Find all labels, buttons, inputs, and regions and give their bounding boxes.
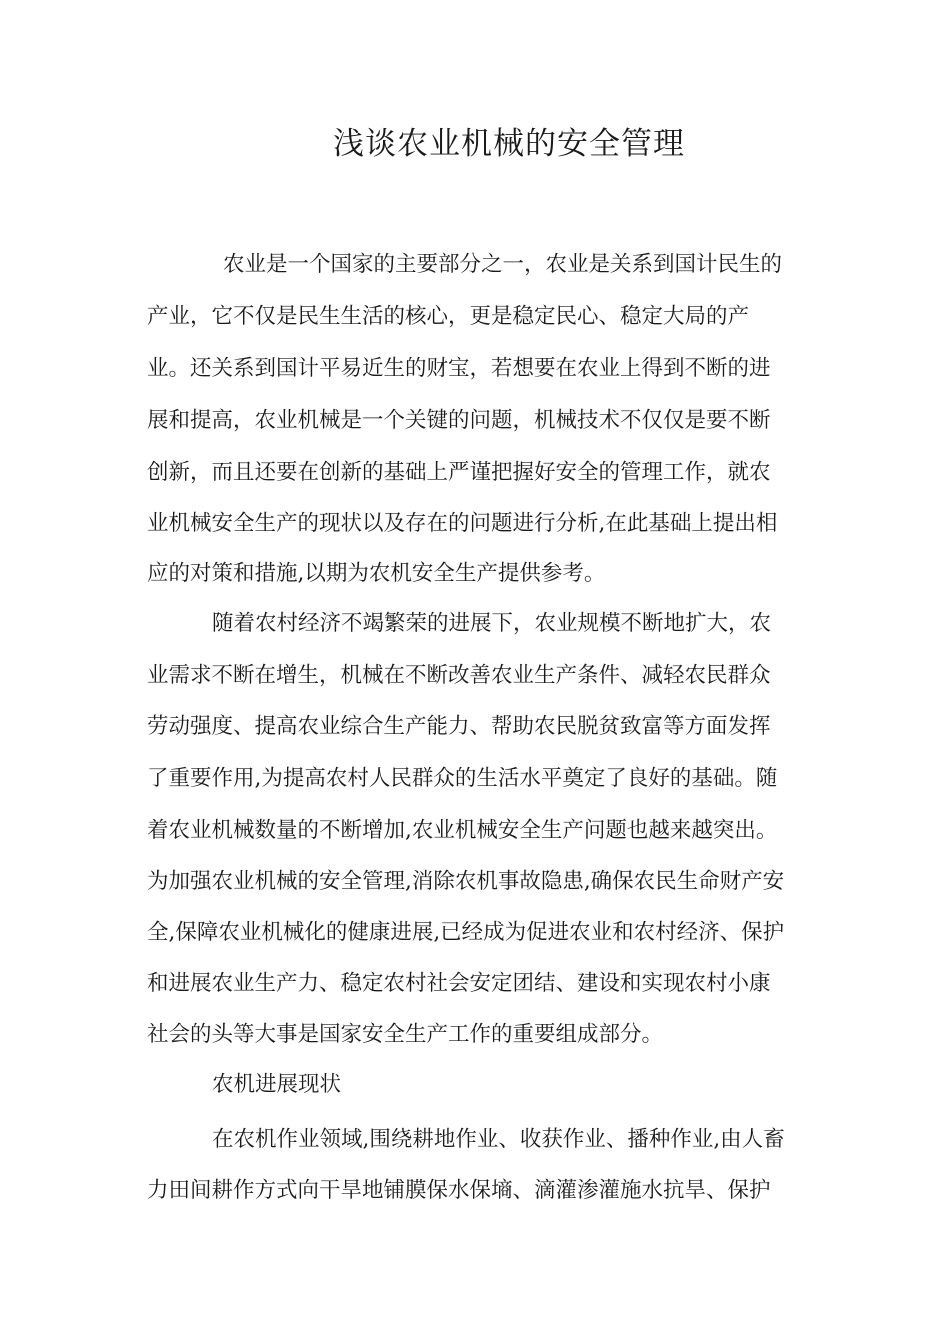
- paragraph-line: 着农业机械数量的不断增加,农业机械安全生产问题也越来越突出。: [147, 818, 778, 843]
- paragraph-line: 展和提高，农业机械是一个关键的问题，机械技术不仅仅是要不断: [147, 408, 771, 433]
- document-title: 浅谈农业机械的安全管理: [333, 126, 685, 162]
- paragraph-line: 和进展农业生产力、稳定农村社会安定团结、建设和实现农村小康: [147, 971, 771, 996]
- paragraph-line: 了重要作用,为提高农村人民群众的生活水平奠定了良好的基础。随: [147, 766, 778, 791]
- paragraph-line: 创新，而且还要在创新的基础上严谨把握好安全的管理工作，就农: [147, 460, 771, 485]
- paragraph-line: 随着农村经济不竭繁荣的进展下，农业规模不断地扩大，农: [212, 611, 772, 636]
- paragraph-line: 为加强农业机械的安全管理,消除农机事故隐患,确保农民生命财产安: [147, 869, 785, 894]
- paragraph-line: 业。还关系到国计平易近生的财宝，若想要在农业上得到不断的进: [147, 356, 771, 381]
- paragraph-line: 农业是一个国家的主要部分之一，农业是关系到国计民生的: [223, 252, 783, 277]
- paragraph-line: 社会的头等大事是国家安全生产工作的重要组成部分。: [147, 1022, 664, 1047]
- paragraph-line: 在农机作业领域,围绕耕地作业、收获作业、播种作业,由人畜: [212, 1127, 785, 1152]
- paragraph-line: 产业，它不仅是民生生活的核心，更是稳定民心、稳定大局的产: [147, 304, 750, 329]
- paragraph-line: 应的对策和措施,以期为农机安全生产提供参考。: [147, 561, 606, 586]
- section-heading: 农机进展现状: [212, 1072, 342, 1097]
- paragraph-line: 全,保障农业机械化的健康进展,已经成为促进农业和农村经济、保护: [147, 920, 785, 945]
- paragraph-line: 业需求不断在增生，机械在不断改善农业生产条件、减轻农民群众: [147, 663, 771, 688]
- paragraph-line: 力田间耕作方式向干旱地铺膜保水保墒、滴灌渗灌施水抗旱、保护: [147, 1178, 771, 1203]
- paragraph-line: 劳动强度、提高农业综合生产能力、帮助农民脱贫致富等方面发挥: [147, 714, 771, 739]
- paragraph-line: 业机械安全生产的现状以及存在的问题进行分析,在此基础上提出相: [147, 511, 778, 536]
